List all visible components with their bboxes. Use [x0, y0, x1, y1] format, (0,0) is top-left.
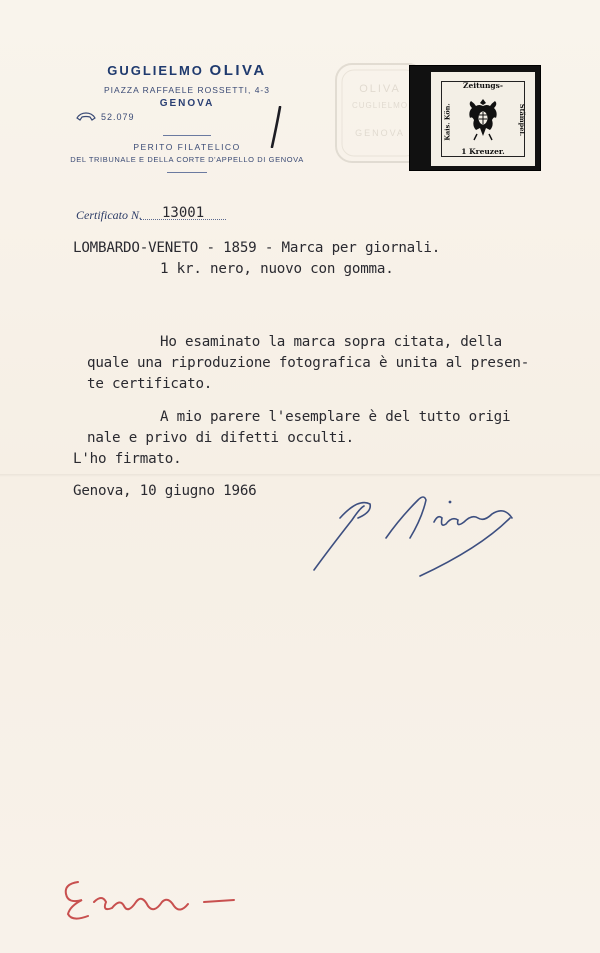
- paragraph-2-line-1: A mio parere l'esemplare è del tutto origi: [160, 409, 511, 425]
- letterhead-rule: [163, 135, 211, 136]
- paragraph-1-line-2: quale una riproduzione fotografica è unita al presen-: [87, 355, 530, 371]
- stamp-photograph: [410, 66, 540, 170]
- letterhead-phone-number: 52.079: [101, 112, 135, 122]
- paragraph-2-line-2: nale e privo di difetti occulti.: [87, 430, 354, 446]
- subject-line-2: 1 kr. nero, nuovo con gomma.: [160, 261, 394, 277]
- stamp-right-text: Stämpel.: [517, 103, 526, 137]
- embossed-seal-text-1: OLIVA: [359, 83, 401, 95]
- paper-fold-line: [0, 474, 600, 477]
- stamp: [430, 71, 536, 167]
- letterhead-name: [62, 62, 312, 79]
- paragraph-2-line-3: L'ho firmato.: [73, 451, 182, 467]
- stamp-bottom-text: 1 Kreuzer.: [461, 147, 505, 156]
- stamp-frame: [441, 81, 525, 157]
- stamp-top-text: Zeitungs-: [462, 81, 504, 90]
- paragraph-1-line-1: Ho esaminato la marca sopra citata, della: [160, 334, 503, 350]
- letterhead-phone: [76, 112, 135, 122]
- telephone-icon: [76, 112, 96, 122]
- subject-line-1: LOMBARDO-VENETO - 1859 - Marca per giornali.: [73, 240, 441, 256]
- handwritten-stroke-mark: [270, 106, 282, 148]
- signature: [300, 478, 530, 578]
- stamp-left-text: Kais. Kön.: [443, 103, 452, 141]
- certificate-number-label: Certificato N.: [76, 208, 142, 222]
- letterhead-last-name: OLIVA: [209, 62, 267, 79]
- letterhead-rule-bottom: [167, 172, 207, 173]
- date-line: Genova, 10 giugno 1966: [73, 483, 257, 499]
- letterhead-first-name: GUGLIELMO: [107, 63, 204, 78]
- red-pencil-annotation: [58, 872, 248, 924]
- certificate-number: 13001: [162, 205, 205, 221]
- letterhead-role: PERITO FILATELICO: [133, 142, 241, 152]
- embossed-seal-text-3: GENOVA: [355, 128, 405, 138]
- double-headed-eagle-icon: [464, 96, 502, 142]
- letterhead-city: GENOVA: [159, 98, 215, 109]
- paragraph-1-line-3: te certificato.: [87, 376, 213, 392]
- letterhead-address: PIAZZA RAFFAELE ROSSETTI, 4-3: [104, 85, 270, 95]
- embossed-seal-text-2: CUGLIELMO: [351, 101, 409, 110]
- letterhead-court: DEL TRIBUNALE E DELLA CORTE D'APPELLO DI GENOVA: [70, 155, 304, 164]
